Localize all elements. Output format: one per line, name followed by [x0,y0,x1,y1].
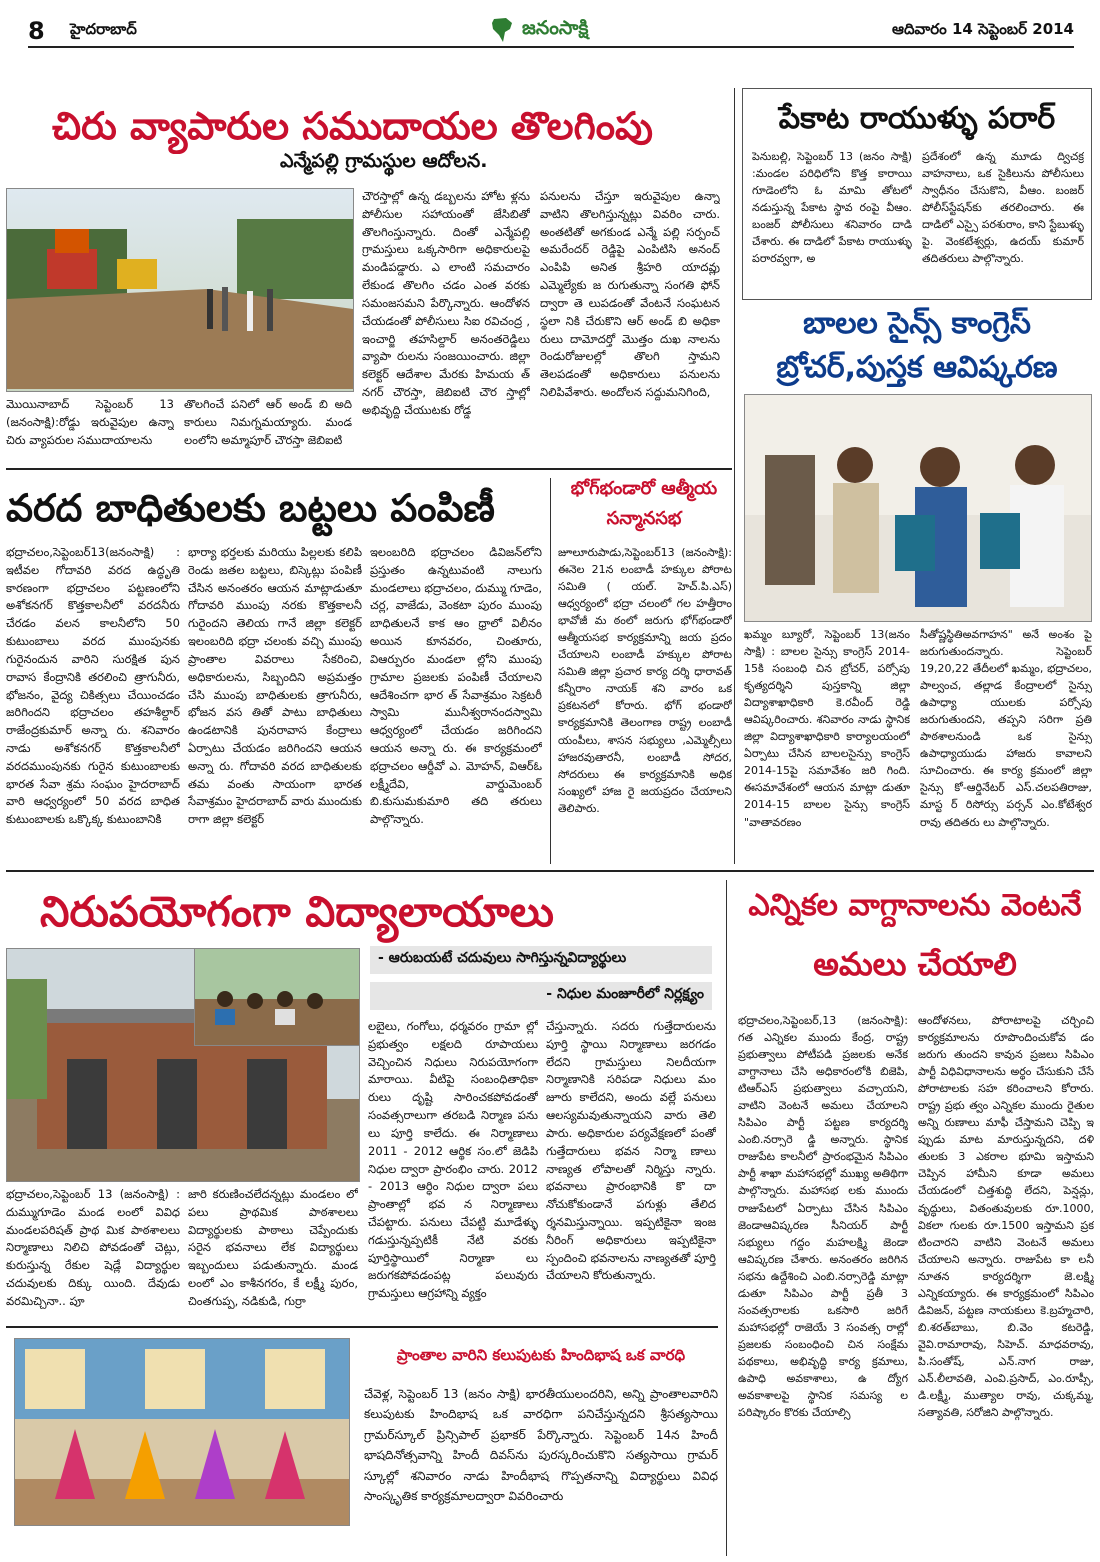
a4-col2: భార్యా భర్తలకు మరియు పిల్లలకు కలిపి రెండు జతల బట్టలు, బిస్కెట్లు పంపిణీ చేసిన అనంతరం ఆయన మాట్లాడుతూ గోదావరి ముంపు నరకు కొత్తకాలనీ గురైందని తెలియ గానే జిల్లా కలెక్టర్ ఇలంబరిది భద్రా చలంకు వచ్చి ముంపు ప్రాంతాల వివరాలు సేకరించి, అధికారులను, సిబ్బందిని అప్రమత్తం చేసి ముంపు బాధితులకు త్రాగునీరు, భోజన వస తితో పాటు బాధితులు ఉండటానికి పునరావాస కేంద్రాలు ఏర్పాటు చేయడం జరిగిందని ఆయన అన్నా రు. గోదావరి వరద బాధితులకు తమ వంతు సాయంగా భారత సేవాశ్రమం హైదరాబాద్ వారు ముందుకు రాగా జిల్లా కలెక్టర్ [188,545,362,827]
a1-subhead: ఎన్మేపల్లి గ్రామస్థుల ఆదోలన. [280,150,488,172]
a6-col2: జారి కరుణించలేదన్నట్లు మండలం లో పలు ప్రాథమిక పాఠశాలలు విద్యార్థులకు పాఠాలు చెప్పేందుకు సరైన భవనాలు లేక విద్యార్థులు ఇబ్బందులు పడుతున్నారు. మండ లంలో ఎం కాశీనగరం, కే లక్ష్మీ పురం, చింతగుప్ప, నడికుడి, గుర్రా [188,1187,358,1308]
a1-col3: చౌరస్తాల్లో ఉన్న డబ్బలను హోట ళ్లను పోలీసుల సహాయంతో జేసిబితో తొలగింస్తున్నారు. దింతో ఎన్మేపల్లి గ్రామస్తులు ఒక్కసారిగా అధికారులపై మండిపడ్డారు. ఎ లాంటి సమచారం లేకుండ తొలగిం చడం ఎంత వరకు సమంజసమని పేర్కొన్నారు. ఆందోళన చేయడంతో పోలీసులు సిఐ రవిచంద్ర , ఇంచార్జి తహసిల్దార్ అనంతరెడ్డిలు వ్యాపా రులను సంజయించారు. జిల్లా కలెక్టర్ ఆదేశాల మేరకు హిమయ త్ నగర్ చౌరస్తా, జెబిఐటి చౌర స్తాల్లో అభివృద్ది చేయుటకు రోడ్డ [362,189,530,417]
a6-col4: చేస్తున్నారు. సదరు గుత్తేదారులను పూర్తి స్థాయి నిర్మాణాలు జరగడం లేదని గ్రామస్తులు నిలదీయగా నిర్మాణానికి సరిపడా నిధులు మం జూరు కాలేదని, అందు వల్లే పనులు ఆలస్యమవుతున్నాయని వారు తెలి పారు. అధికారుల పర్యవేక్షణలో పంతో గుత్తేదారులు భవన నిర్మా ణాలు నాణ్యత లోపాలతో నిర్మిస్తు న్నారు. భవనాలు ప్రారంభానికి కొ దా నోచుకోకుండానే పగుళ్లు తేలిద ర్శనమిస్తున్నాయి. ఇప్పటికైనా ఇంజ నీరింగ్ అధికారులు ఇప్పటికైనా స్పందించి భవనాలను నాణ్యతతో పూర్తి చేయాలని కోరుతున్నారు. [546,1019,716,1283]
a3-photo [744,394,1092,622]
a6-bullet1: - ఆరుబయటే చదువులు సాగిస్తున్నవిద్యార్థులు [370,946,712,974]
a6-photo-classroom [194,948,360,1046]
dance-photo [15,1339,349,1525]
a6-bullet2: - నిధుల మంజూరీలో నిర్లక్ష్యం [370,982,712,1010]
page-number: 8 [28,17,45,45]
a3-headline-line2: బ్రోచర్,పుస్తక ఆవిష్కరణ [776,350,1058,385]
page-header [28,46,1074,48]
a3-col1: ఖమ్మం బ్యూరో, సెప్టెంబర్ 13(జనం సాక్షి) : బాలల సైన్సు కాంగ్రెస్ 2014-15కి సంబంధి చిన బ్రోచర్, పర్సోపు కృత్యదర్శిని పుస్తకాన్ని జిల్లా విద్యాశాఖాధికారి కె.రవీంద్ రెడ్డి ఆవిష్కరించారు. శనివారం నాడు స్థానిక జిల్లా విద్యాశాఖాధికారి కార్యాలయంలో ఏర్పాటు చేసిన బాలలసైన్సు కాంగ్రెస్ 2014-15పై సమావేశం జరి గింది. ఈసమావేశంలో ఆయన మాట్లా డుతూ 2014-15 బాలల సైన్సు కాంగ్రెస్ "వాతావరణం [744,628,910,829]
india-map-icon [488,15,518,45]
classroom-photo [195,949,359,1045]
a6-headline: నిరుపయోగంగా విద్యాలాయాలు [40,887,554,936]
a5-headline-line1: భోగ్‌భండారో ఆత్మీయ [570,478,718,499]
a7-headline-line2: అమలు చేయాలి [813,945,1017,983]
a5-col1: జూలూరుపాడు,సెప్టెంబర్13 (జనంసాక్షి): ఈనెల 21న లంబాడీ హక్కుల పోరాట సమితి ( యల్. హెచ్.పి.ఎస్) ఆధ్వర్యంలో భద్రా చలంలో గల హత్తీరాం భావోజీ మ ఠంలో జరుగు భోగ్‌భండారో ఆత్మీయసభ కార్యక్రమాన్ని జయ ప్రదం చేయాలని లంబాడీ హక్కుల పోరాట సమితి జిల్లా ప్రచార కార్య దర్శి ధారావత్ కన్నీరాం నాయక్ శని వారం ఒక ప్రకటనలో కోరారు. భోగ్ భండారో కార్యక్రమానికి తెలంగాణ రాష్ట్ర లంబాడీ యంపీలు, శాసన సభ్యులు ,ఎమ్మెల్సీలు హాజరవుతారనీ, లంబాడీ సోదర, సోదరులు ఈ కార్యక్రమానికి అధిక సంఖ్యలో హాజ రై జయప్రదం చేయాలని తెలిపారు. [558,546,732,815]
a5-headline-line2: సన్మానసభ [606,508,682,529]
a4-headline: వరద బాధితులకు బట్టలు పంపిణీ [6,486,495,530]
road-work-photo [7,189,353,391]
page-city: హైదరాబాద్ [70,20,137,38]
rule [6,870,1094,872]
a8-headline: ప్రాంతాల వారిని కలుపుటకు హిందిభాష ఒక వారధి [396,1346,686,1364]
rule [6,468,732,470]
a1-col4: పనులను చేస్తూ ఇరువైపుల ఉన్నా వాటిని తొలగిస్తున్నట్లు వివరిం చారు. అంతటితో అగకుండ ఎన్మే పల్లి సర్పంచ్ అమరేందర్ రెడ్డిపై ఎంపిటిసి అనంద్ ఎంపిపి అనిత శ్రీహరి యాదవ్లు ఎమ్మెల్యేకు జ రుగుతున్నా సంగతి ఫోన్ ద్వారా తె లుపడంతో వేంటనే సంఘటన స్థలా నికి చేరుకొని ఆర్ అండ్ బి అధికా రులు దామోదర్తో మొత్తం దుఖ నాలను రెండురోజులల్లో తొలగి స్తామని తెలపడంతో అధికారులు పనులను నిలిపివేశారు. అందోలన సద్దుమనిగింది, [540,189,720,399]
a1-col2: తొలగించే పనిలో ఆర్ అండ్ బి అది కారులు నిమగ్నమయ్యారు. మండ లంలోని అమ్మాపూర్ చౌరస్తా జెబిఐటి [184,397,352,447]
a7-headline-line1: ఎన్నికల వాగ్దానాలను వెంటనే [748,888,1082,923]
page-date: ఆదివారం 14 సెప్టెంబర్ 2014 [891,20,1074,38]
rule [734,88,735,864]
a2-col2: ప్రదేశంలో ఉన్న మూడు ద్విచక్ర వాహనాలు, ఒక సైకిలును పోలీసులు స్వాధీనం చేసుకొని, వీఆం. బంజర్ పోలీస్‌స్టేషన్‌కు తరలించారు. ఈ దాడిలో ఎస్సై పరశురాం, కాని స్టేబుళ్ళు పై. వెంకటేశ్వర్లు, ఉదయ్ కుమార్ తదితరులు పాల్గొన్నారు. [922,150,1084,266]
a2-headline: పేకాట రాయుళ్ళు పరార్ [778,101,1056,136]
a8-body: చేవెళ్ల, సెప్టెంబర్ 13 (జనం సాక్షి) భారతీయులందరిని, అన్ని ప్రాంతాలవారిని కలుపుటకు హిందిభాష ఒక వారధిగా పనిచేస్తున్నదని శ్రీసత్యసాయి గ్రామర్‌స్కూల్ ప్రిన్సిపాల్ ప్రభాకర్ పేర్కొన్నారు. సెప్టెంబర్ 14న హిందీ భాషదినోత్సవాన్ని హిందీ దివస్‌ను పురస్కరించుకొని సత్యసాయి గ్రామర్ స్కూల్లో శనివారం నాడు హిందీభాష గొప్పతనాన్ని విద్యార్థులు వివిధ సాంస్కృతిక కార్యక్రమాలద్వారా వివరించారు [364,1387,718,1503]
a8-photo [14,1338,350,1526]
a6-col1: భద్రాచలం,సెప్టెంబర్ 13 (జనంసాక్షి) : దుమ్ముగూడెం మండ లంలో వివిధ మండలపరిషత్ ప్రాథ మిక పాఠశాలలు నిర్మాణాలు నిలిచి పోవడంతో చెట్లు, కురుస్తున్న రేకుల షెడ్లే విద్యార్థుల చదువులకు దిక్కు యింది. దేవుడు వరమిచ్చినా.. పూ [6,1187,180,1308]
rule [726,880,727,1556]
a1-headline: చిరు వ్యాపారుల సముదాయల తొలగింపు [52,104,653,148]
a4-col3: ఇలంబరిది భద్రాచలం డివిజన్‌లోని ప్రస్తుతం ఉన్నటువంటి నాలుగు మండలాలు భద్రాచలం, దుమ్ము గూడెం, చర్ల, వాజేడు, వెంకటా పురం ముంపు బాధితులనే కాక ఆం ధ్రాలో విలీనం అయిన కూనవరం, చింతూరు, విఆర్పురం మండలా ల్లోని ముంపు గ్రామాల ప్రజలకు పంపిణీ చేయాలని ఆదేశించగా భార త్ సేవాశ్రమం సెక్రటరీ స్వామి మునీశ్వరానందస్వామి ఆధ్వర్యంలో చేయడం జరిగిందని ఆయన అన్నా రు. ఈ కార్యక్రమంలో భద్రాచలం ఆర్డీవో ఎ. మోహన్, విఆర్ఓ లక్ష్మీదేవి, వార్డుమెంబర్ బి.కుసుమకుమారి తది తరులు పాల్గొన్నారు. [370,545,542,827]
masthead-logo [488,14,636,46]
rule [550,478,551,864]
a1-col1: మొయినాబాద్ సెప్టెంబర్ 13 (జనంసాక్షి):రోడ్డు ఇరువైపుల ఉన్నా చిరు వ్యాపరుల సముదాయాలను [6,397,174,447]
a3-col2: సీతోష్ణస్థితిఅవగాహన" అనే అంశం పై జరుగుతుందన్నారు. సెప్టెంబర్ 19,20,22 తేదీలలో ఖమ్మం, భద్రాచలం, పాల్వంచ, తల్లాడ కేంద్రాలలో సైన్సు ఉపాధ్యా యులకు పర్సోపు జరుగుతుందని, తప్పని సరిగా ప్రతి పాఠశాలనుండి ఒక సైన్సు ఉపాధ్యాయుడు హాజరు కావాలని సూచించారు. ఈ కార్య క్రమంలో జిల్లా సైన్సు కో-ఆర్డినేటర్ ఎస్.చలపతిరాజు, మాస్ట ర్ రిసోర్సు పర్సన్ ఎం.కోటేశ్వర రావు తదితరు లు పాల్గొన్నారు. [920,628,1092,829]
a2-col1: పెనుబల్లి, సెప్టెంబర్ 13 (జనం సాక్షి) :మండల పరిధిలోని కొత్త కారాయి గూడెంలోని ఓ మామి తోటలో నడుస్తున్న పేకాట స్థావ రంపై వీఆం. బంజర్ పోలీసులు శనివారం దాడి చేశారు. ఈ దాడిలో పేకాట రాయుళ్ళు పరారవ్వగా, అ [752,150,912,266]
masthead-title: జనంసాక్షి [522,16,589,39]
a1-photo [6,188,354,392]
a7-col2: ఆందోళనలు, పోరాటాలపై చర్చించి కార్యక్రమాలను రూపొందించుకోవ డం జరుగు తుందని కావున ప్రజలు సిపిఎం పార్టీ విధివిధానాలను అర్థం చేసుకుని చేసే పోరాటాలకు సహ కరించాలని కోరారు. రాష్ట్ర ప్రభు త్వం ఎన్నికల ముందు రైతుల అన్ని రుణాలు మాఫీ చేస్తామని చెప్పి ఇ ప్పుడు మాట మారుస్తున్నదని, దళి తులకు 3 ఎకరాల భూమి ఇస్తామని చెప్పిన హామీని కూడా అమలు చేయడంలో చిత్తశుద్ధి లేదని, పెన్షన్లు, వృద్ధులు, వితంతువులకు రూ.1000, వికలా గులకు రూ.1500 ఇస్తామని ప్రక టించారని వాటిని వెంటనే అమలు చేయాలని అన్నారు. రాజుపేట కా లనీ నూతన కార్యదర్శిగా జె.లక్ష్మి ఎన్నికయ్యారు. ఈ కార్యక్రమంలో సిపిఎం డివిజన్, పట్టణ నాయకులు కె.బ్రహ్మచారి, బి.శరత్‌బాబు, బి.వెం కటరెడ్డి, వైవి.రామారావు, సిహెచ్. మాధవరావు, పి.సంతోష్, ఎన్.నాగ రాజు, ఎన్.లీలావతి, ఎంవి.ప్రసాద్, ఎం.రూప్సీ, డి.లక్ష్మీ, ముత్యాల రావు, చుక్కమ్మ, సత్యావతి, సరోజిని పాల్గొన్నారు. [918,1014,1094,1420]
a3-headline-line1: బాలల సైన్స్ కాంగ్రెస్ [803,306,1031,341]
a7-col1: భద్రాచలం,సెప్టెంబర్,13 (జనంసాక్షి): గత ఎన్నికల ముందు కేంద్ర, రాష్ట్ర ప్రభుత్వాలు పోటీపడి ప్రజలకు అనేక వాగ్దానాలు చేసి అధికారంలోకి బిజెపి, టిఆర్ఎస్ ప్రభుత్వాలు వచ్చాయని, వాటిని వెంటనే అమలు చేయాలని సిపిఎం పార్టీ పట్టణ కార్యదర్శి ఎంబి.నర్సారె డ్డి అన్నారు. స్థానిక రాజుపేట కాలనీలో ప్రారంభమైన సిపిఎం పార్టీ శాఖా మహాసభల్లో ముఖ్య అతిథిగా పాల్గొన్నారు. మహాసభ లకు ముందు రాజుపేటలో ఏర్పాటు చేసిన సిపిఎం జెండాఆవిష్కరణ సీనియర్ పార్టీ సభ్యులు గద్దం మహలక్ష్మి జెండా ఆవిష్కరణ చేశారు. అనంతరం జరిగిన సభను ఉద్దేశించి ఎంబి.నర్సారెడ్డి మాట్లా డుతూ సిపిఎం పార్టీ ప్రతీ 3 సంవత్సరాలకు ఒకసారి జరిగే మహాసభల్లో రాజెయే 3 సంవత్స రాల్లో ప్రజలకు సంబంధించి చిన సంక్షేమ పథకాలు, అభివృద్ధి కార్య క్రమాలు, ఉపాధి అవకాశాలు, ఉ ద్యోగ అవకాశాలపై స్థానిక సమస్య ల పరిష్కారం కొరకు చేయాల్సి [738,1014,908,1420]
a6-col3: లబైలు, గంగోలు, ధర్మవరం గ్రామా ల్లో ప్రభుత్వం లక్షలది రూపాయలు వెచ్చించిన నిధులు నిరుపయోగంగా మారాయి. వీటిపై సంబంధితాధికా రులు దృష్టి సారించకపోవడంతో సంవత్సరాలుగా తరబడి నిర్మాణ పను లు పూర్తి కాలేదు. ఈ నిర్మాణాలు 2011 - 2012 ఆర్థిక సం.లో జెడిపి నిధుల ద్వారా ప్రారంభిం చారు. 2012 - 2013 ఆర్ధిం నిధుల ద్వారా పలు ప్రాంతాల్లో భవ న నిర్మాణాలు చేపట్టారు. పనులు చేపట్టి మూడేళ్ళు గడుస్తున్నప్పటికీ నేటి వరకు పూర్తిస్థాయిలో నిర్మాణా లు జరుగకపోవడంపట్ల పలువురు గ్రామస్తులు ఆగ్రహాన్ని వ్యక్తం [368,1019,538,1301]
rule [6,1326,718,1328]
book-release-photo [745,395,1091,621]
a4-col1: భద్రాచలం,సెప్టెంబర్13(జనంసాక్షి) : ఇటీవల గోదావరి వరద ఉద్ధృతి కారణంగా భద్రాచలం పట్టణంలోని అశోకనగర్ కొత్తకాలనీలో వరదనీరు చేరడం వలన కాలనీలోని 50 కుటుంబాలు వరద ముంపునకు గురైనందున వారిని సురక్షిత పున రావాస కేంద్రానికి తరలించి త్రాగునీరు, భోజనం, వైద్య చికిత్సలు చేయించడం జరిగిందని భద్రాచలం తహశీల్దార్ రాజేంద్రకుమార్ అన్నా రు. శనివారం నాడు అశోకనగర్ కొత్తకాలనీలో వరదముంపునకు గురైన కుటుంబాలకు భారత సేవా శ్రమ సంఘం హైదరాబాద్ వారి ఆధ్వర్యంలో 50 వరద బాధిత కుటుంబాలకు ఒక్కొక్క కుటుంబానికి [6,545,180,827]
